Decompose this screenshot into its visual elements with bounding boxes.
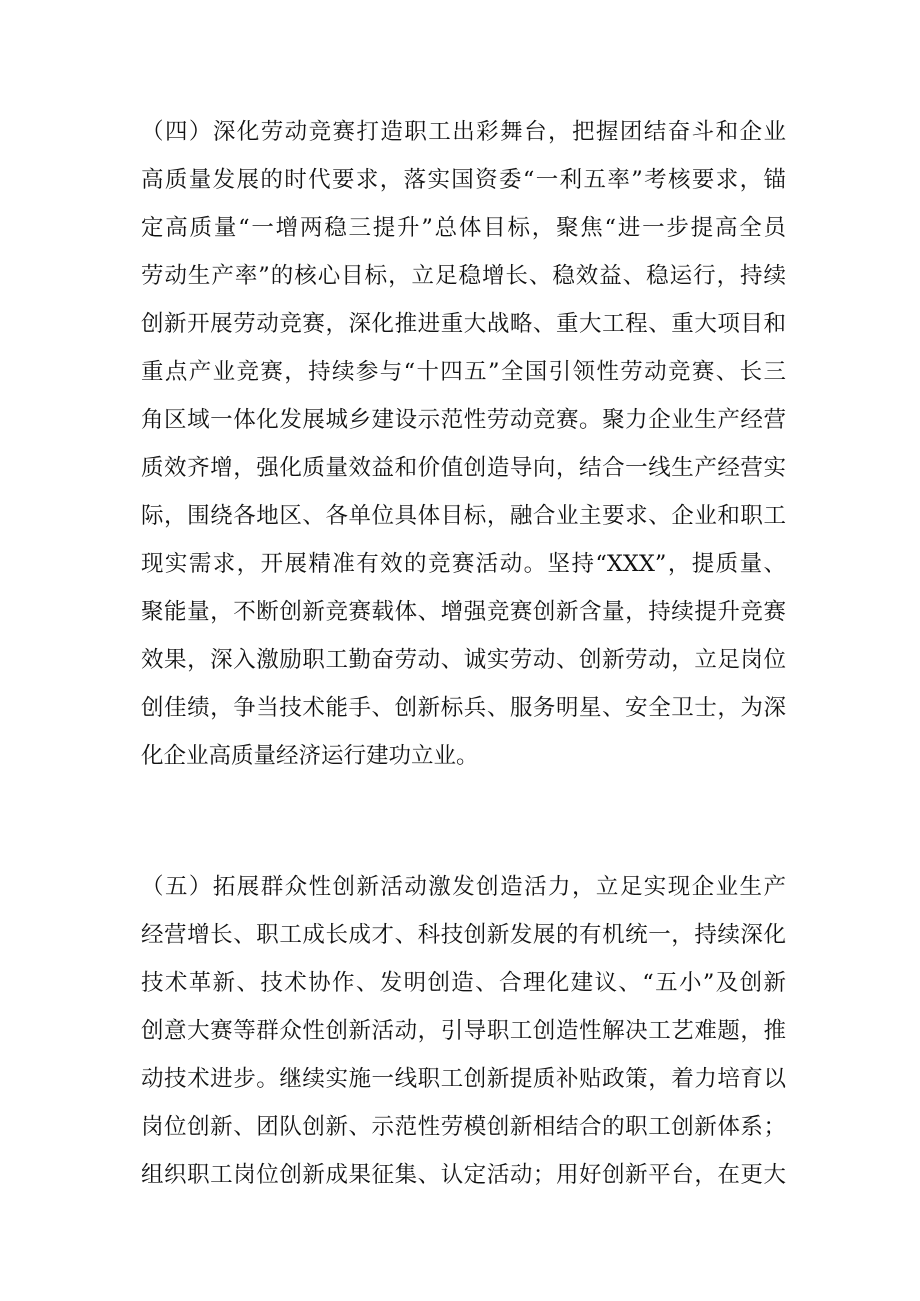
paragraph-line: 定高质量“一增两稳三提升”总体目标，聚焦“进一步提高全员 (141, 215, 786, 241)
paragraph-line: 动技术进步。继续实施一线职工创新提质补贴政策，着力培育以 (141, 1066, 786, 1092)
paragraph-line: 创佳绩，争当技术能手、创新标兵、服务明星、安全卫士，为深 (141, 695, 786, 721)
paragraph-line: 聚能量，不断创新竞赛载体、增强竞赛创新含量，持续提升竞赛 (141, 599, 786, 625)
paragraph-line: （五）拓展群众性创新活动激发创造活力，立足实现企业生产 (141, 874, 786, 900)
paragraph-line: 际，围绕各地区、各单位具体目标，融合业主要求、企业和职工 (141, 503, 786, 529)
paragraph-line: 技术革新、技术协作、发明创造、合理化建议、“五小”及创新 (141, 970, 786, 996)
paragraph-line: 化企业高质量经济运行建功立业。 (141, 743, 479, 769)
paragraph-line: 角区域一体化发展城乡建设示范性劳动竞赛。聚力企业生产经营 (141, 407, 786, 433)
paragraph-line: 高质量发展的时代要求，落实国资委“一利五率”考核要求，锚 (141, 167, 786, 193)
paragraph-section-five (141, 863, 786, 1199)
paragraph-line: 创意大赛等群众性创新活动，引导职工创造性解决工艺难题，推 (141, 1018, 786, 1044)
paragraph-line: 重点产业竞赛，持续参与“十四五”全国引领性劳动竞赛、长三 (141, 359, 786, 385)
paragraph-line: 经营增长、职工成长成才、科技创新发展的有机统一，持续深化 (141, 922, 786, 948)
paragraph-line: （四）深化劳动竞赛打造职工出彩舞台，把握团结奋斗和企业 (141, 119, 786, 145)
paragraph-line: 质效齐增，强化质量效益和价值创造导向，结合一线生产经营实 (141, 455, 786, 481)
paragraph-line: 劳动生产率”的核心目标，立足稳增长、稳效益、稳运行，持续 (141, 263, 786, 289)
paragraph-line: 组织职工岗位创新成果征集、认定活动；用好创新平台，在更大 (141, 1162, 786, 1188)
paragraph-line: 现实需求，开展精准有效的竞赛活动。坚持“XXX”，提质量、 (141, 551, 786, 577)
paragraph-line: 岗位创新、团队创新、示范性劳模创新相结合的职工创新体系； (141, 1114, 786, 1140)
paragraph-section-four (141, 108, 786, 780)
paragraph-line: 效果，深入激励职工勤奋劳动、诚实劳动、创新劳动，立足岗位 (141, 647, 786, 673)
paragraph-line: 创新开展劳动竞赛，深化推进重大战略、重大工程、重大项目和 (141, 311, 786, 337)
